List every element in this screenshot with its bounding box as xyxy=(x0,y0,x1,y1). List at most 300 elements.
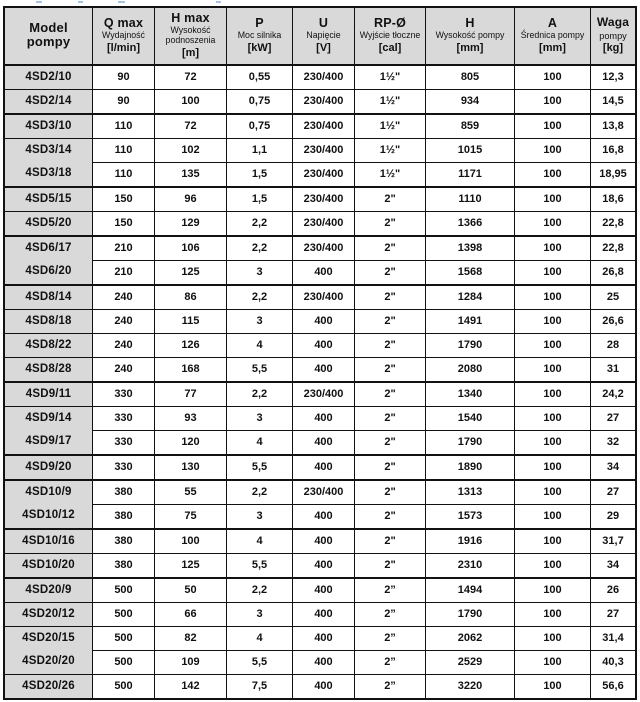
cell-waga: 26,6 xyxy=(590,309,635,333)
cell-p: 5,5 xyxy=(226,357,292,381)
table-row xyxy=(5,479,635,504)
cell-model: 4SD8/14 xyxy=(5,284,92,309)
cell-hmax: 72 xyxy=(154,113,226,138)
cell-rp: 2" xyxy=(354,333,425,357)
column-unit: [m] xyxy=(181,46,200,59)
cell-hmax: 75 xyxy=(154,504,226,528)
cell-u: 400 xyxy=(292,333,354,357)
cell-a: 100 xyxy=(514,553,590,577)
table-row xyxy=(5,113,635,138)
cell-waga: 40,3 xyxy=(590,650,635,674)
cell-p: 4 xyxy=(226,626,292,650)
cell-model: 4SD20/12 xyxy=(5,602,92,626)
cell-h: 1573 xyxy=(425,504,514,528)
cell-h: 859 xyxy=(425,113,514,138)
header-row xyxy=(5,8,635,66)
cell-u: 230/400 xyxy=(292,138,354,162)
cell-a: 100 xyxy=(514,454,590,479)
cell-hmax: 86 xyxy=(154,284,226,309)
cell-u: 400 xyxy=(292,528,354,553)
clipped-text-artifact xyxy=(36,1,42,3)
cell-a: 100 xyxy=(514,89,590,113)
cell-u: 230/400 xyxy=(292,479,354,504)
cell-qmax: 380 xyxy=(92,553,154,577)
cell-h: 1398 xyxy=(425,235,514,260)
cell-waga: 34 xyxy=(590,454,635,479)
cell-waga: 14,5 xyxy=(590,89,635,113)
cell-model: 4SD8/22 xyxy=(5,333,92,357)
cell-u: 400 xyxy=(292,553,354,577)
cell-hmax: 50 xyxy=(154,577,226,602)
column-unit: [V] xyxy=(316,41,331,54)
cell-h: 1171 xyxy=(425,162,514,186)
table-row xyxy=(5,211,635,235)
cell-hmax: 96 xyxy=(154,186,226,211)
cell-rp: 2" xyxy=(354,528,425,553)
cell-hmax: 100 xyxy=(154,528,226,553)
cell-rp: 2” xyxy=(354,577,425,602)
cell-waga: 31,7 xyxy=(590,528,635,553)
table-row xyxy=(5,602,635,626)
cell-a: 100 xyxy=(514,66,590,89)
cell-h: 2529 xyxy=(425,650,514,674)
cell-a: 100 xyxy=(514,333,590,357)
cell-p: 3 xyxy=(226,406,292,430)
cell-u: 230/400 xyxy=(292,284,354,309)
cell-rp: 2" xyxy=(354,454,425,479)
cell-hmax: 125 xyxy=(154,260,226,284)
table-row xyxy=(5,186,635,211)
column-header-model xyxy=(5,8,92,66)
column-title: U xyxy=(318,15,329,30)
cell-rp: 2" xyxy=(354,309,425,333)
cell-p: 4 xyxy=(226,528,292,553)
cell-waga: 18,6 xyxy=(590,186,635,211)
clipped-text-artifact xyxy=(78,1,83,3)
cell-u: 230/400 xyxy=(292,211,354,235)
cell-model: 4SD2/14 xyxy=(5,89,92,113)
cell-model: 4SD6/20 xyxy=(5,260,92,284)
cell-qmax: 240 xyxy=(92,357,154,381)
cell-model: 4SD8/18 xyxy=(5,309,92,333)
cell-qmax: 500 xyxy=(92,626,154,650)
cell-h: 1313 xyxy=(425,479,514,504)
cell-h: 2310 xyxy=(425,553,514,577)
cell-u: 400 xyxy=(292,454,354,479)
cell-model: 4SD20/15 xyxy=(5,626,92,650)
column-header-u xyxy=(292,8,354,66)
cell-a: 100 xyxy=(514,674,590,698)
cell-hmax: 126 xyxy=(154,333,226,357)
clipped-text-artifact xyxy=(216,1,221,3)
cell-hmax: 106 xyxy=(154,235,226,260)
cell-rp: 2" xyxy=(354,260,425,284)
table-row xyxy=(5,235,635,260)
cell-h: 1491 xyxy=(425,309,514,333)
cell-rp: 2" xyxy=(354,186,425,211)
cell-model: 4SD10/16 xyxy=(5,528,92,553)
cell-model: 4SD9/14 xyxy=(5,406,92,430)
cell-qmax: 380 xyxy=(92,479,154,504)
cell-a: 100 xyxy=(514,626,590,650)
cell-h: 1890 xyxy=(425,454,514,479)
pump-spec-table-wrapper xyxy=(3,6,637,700)
cell-rp: 1½" xyxy=(354,89,425,113)
cell-hmax: 130 xyxy=(154,454,226,479)
column-unit: [kg] xyxy=(602,41,624,54)
column-header-h xyxy=(425,8,514,66)
cell-qmax: 240 xyxy=(92,309,154,333)
cell-u: 230/400 xyxy=(292,113,354,138)
cell-p: 1,5 xyxy=(226,162,292,186)
cell-h: 1284 xyxy=(425,284,514,309)
cell-qmax: 150 xyxy=(92,211,154,235)
cell-p: 3 xyxy=(226,504,292,528)
cell-hmax: 109 xyxy=(154,650,226,674)
cell-waga: 27 xyxy=(590,406,635,430)
cell-h: 934 xyxy=(425,89,514,113)
cell-hmax: 66 xyxy=(154,602,226,626)
column-header-p xyxy=(226,8,292,66)
cell-qmax: 500 xyxy=(92,577,154,602)
table-row xyxy=(5,357,635,381)
cell-u: 230/400 xyxy=(292,162,354,186)
column-title: Waga xyxy=(596,14,630,29)
cell-waga: 27 xyxy=(590,602,635,626)
cell-qmax: 330 xyxy=(92,454,154,479)
cell-u: 400 xyxy=(292,406,354,430)
cell-model: 4SD10/20 xyxy=(5,553,92,577)
cell-waga: 16,8 xyxy=(590,138,635,162)
cell-hmax: 55 xyxy=(154,479,226,504)
cell-qmax: 210 xyxy=(92,260,154,284)
table-row xyxy=(5,333,635,357)
cell-u: 400 xyxy=(292,357,354,381)
table-row xyxy=(5,406,635,430)
cell-p: 2,2 xyxy=(226,235,292,260)
table-row xyxy=(5,89,635,113)
cell-rp: 2” xyxy=(354,674,425,698)
cell-qmax: 380 xyxy=(92,504,154,528)
cell-a: 100 xyxy=(514,186,590,211)
cell-rp: 2" xyxy=(354,406,425,430)
cell-a: 100 xyxy=(514,113,590,138)
cell-model: 4SD8/28 xyxy=(5,357,92,381)
cell-rp: 1½" xyxy=(354,162,425,186)
table-row xyxy=(5,138,635,162)
cell-qmax: 110 xyxy=(92,113,154,138)
cell-waga: 22,8 xyxy=(590,235,635,260)
cell-model: 4SD20/20 xyxy=(5,650,92,674)
cell-a: 100 xyxy=(514,602,590,626)
column-title: H xyxy=(465,15,475,30)
cell-waga: 34 xyxy=(590,553,635,577)
cell-rp: 2" xyxy=(354,235,425,260)
cell-hmax: 100 xyxy=(154,89,226,113)
column-subtitle: Wysokość pompy xyxy=(435,30,505,41)
table-row xyxy=(5,650,635,674)
cell-waga: 31 xyxy=(590,357,635,381)
cell-h: 1790 xyxy=(425,430,514,454)
column-unit: [mm] xyxy=(456,41,484,54)
pump-spec-table xyxy=(3,6,637,700)
cell-model: 4SD2/10 xyxy=(5,66,92,89)
cell-qmax: 210 xyxy=(92,235,154,260)
cell-p: 3 xyxy=(226,309,292,333)
cell-waga: 31,4 xyxy=(590,626,635,650)
table-row xyxy=(5,577,635,602)
cell-h: 1366 xyxy=(425,211,514,235)
column-title: RP-Ø xyxy=(373,15,407,30)
cell-a: 100 xyxy=(514,381,590,406)
column-header-qmax xyxy=(92,8,154,66)
cell-rp: 1½" xyxy=(354,113,425,138)
cell-qmax: 110 xyxy=(92,138,154,162)
cell-p: 4 xyxy=(226,333,292,357)
cell-qmax: 110 xyxy=(92,162,154,186)
cell-p: 5,5 xyxy=(226,553,292,577)
cell-h: 1340 xyxy=(425,381,514,406)
cell-rp: 2" xyxy=(354,430,425,454)
cell-qmax: 240 xyxy=(92,284,154,309)
cell-p: 0,75 xyxy=(226,113,292,138)
cell-qmax: 90 xyxy=(92,89,154,113)
cell-u: 230/400 xyxy=(292,66,354,89)
cell-a: 100 xyxy=(514,479,590,504)
cell-waga: 22,8 xyxy=(590,211,635,235)
column-title: Q max xyxy=(103,15,144,30)
column-header-hmax xyxy=(154,8,226,66)
cell-qmax: 150 xyxy=(92,186,154,211)
cell-u: 400 xyxy=(292,602,354,626)
column-unit: [l/min] xyxy=(107,41,140,54)
cell-a: 100 xyxy=(514,284,590,309)
cell-hmax: 135 xyxy=(154,162,226,186)
cell-hmax: 72 xyxy=(154,66,226,89)
cell-p: 7,5 xyxy=(226,674,292,698)
column-title: P xyxy=(255,15,264,30)
cell-waga: 12,3 xyxy=(590,66,635,89)
table-row xyxy=(5,309,635,333)
column-subtitle: Średnica pompy xyxy=(520,30,585,41)
table-row xyxy=(5,284,635,309)
cell-a: 100 xyxy=(514,430,590,454)
table-row xyxy=(5,430,635,454)
cell-u: 400 xyxy=(292,626,354,650)
column-title: Model pompy xyxy=(26,19,71,50)
cell-waga: 18,95 xyxy=(590,162,635,186)
cell-qmax: 330 xyxy=(92,430,154,454)
cell-h: 2080 xyxy=(425,357,514,381)
cell-u: 400 xyxy=(292,260,354,284)
cell-qmax: 500 xyxy=(92,674,154,698)
cell-p: 2,2 xyxy=(226,479,292,504)
cell-h: 1790 xyxy=(425,602,514,626)
cell-waga: 28 xyxy=(590,333,635,357)
cell-h: 1015 xyxy=(425,138,514,162)
cell-h: 1110 xyxy=(425,186,514,211)
table-row xyxy=(5,66,635,89)
cell-waga: 32 xyxy=(590,430,635,454)
cell-u: 230/400 xyxy=(292,89,354,113)
cell-rp: 2" xyxy=(354,504,425,528)
cell-qmax: 380 xyxy=(92,528,154,553)
clipped-text-artifact xyxy=(0,0,640,5)
cell-rp: 2” xyxy=(354,650,425,674)
cell-waga: 27 xyxy=(590,479,635,504)
cell-h: 805 xyxy=(425,66,514,89)
cell-u: 230/400 xyxy=(292,235,354,260)
column-header-rp xyxy=(354,8,425,66)
cell-p: 2,2 xyxy=(226,211,292,235)
cell-waga: 56,6 xyxy=(590,674,635,698)
column-subtitle: Napięcie xyxy=(306,30,341,41)
cell-h: 1494 xyxy=(425,577,514,602)
cell-model: 4SD20/9 xyxy=(5,577,92,602)
cell-hmax: 115 xyxy=(154,309,226,333)
cell-p: 2,2 xyxy=(226,577,292,602)
table-row xyxy=(5,454,635,479)
cell-rp: 2" xyxy=(354,553,425,577)
cell-waga: 26,8 xyxy=(590,260,635,284)
cell-u: 400 xyxy=(292,650,354,674)
cell-p: 5,5 xyxy=(226,454,292,479)
cell-rp: 2" xyxy=(354,381,425,406)
table-row xyxy=(5,381,635,406)
cell-rp: 2" xyxy=(354,357,425,381)
cell-h: 2062 xyxy=(425,626,514,650)
cell-a: 100 xyxy=(514,260,590,284)
cell-qmax: 240 xyxy=(92,333,154,357)
cell-rp: 2" xyxy=(354,479,425,504)
cell-hmax: 82 xyxy=(154,626,226,650)
column-unit: [mm] xyxy=(539,41,566,54)
column-unit: [cal] xyxy=(378,41,402,54)
cell-h: 1540 xyxy=(425,406,514,430)
cell-waga: 26 xyxy=(590,577,635,602)
cell-qmax: 500 xyxy=(92,602,154,626)
cell-p: 1,5 xyxy=(226,186,292,211)
cell-model: 4SD3/10 xyxy=(5,113,92,138)
column-subtitle: Wysokość podnoszenia xyxy=(165,25,216,46)
cell-rp: 2” xyxy=(354,602,425,626)
cell-rp: 1½" xyxy=(354,138,425,162)
cell-a: 100 xyxy=(514,235,590,260)
table-header xyxy=(5,8,635,66)
cell-waga: 24,2 xyxy=(590,381,635,406)
column-title: H max xyxy=(171,11,210,25)
cell-p: 2,2 xyxy=(226,284,292,309)
cell-waga: 13,8 xyxy=(590,113,635,138)
table-row xyxy=(5,528,635,553)
table-row xyxy=(5,162,635,186)
cell-model: 4SD6/17 xyxy=(5,235,92,260)
cell-u: 400 xyxy=(292,309,354,333)
clipped-text-artifact xyxy=(118,1,125,3)
cell-hmax: 125 xyxy=(154,553,226,577)
cell-rp: 1½" xyxy=(354,66,425,89)
cell-a: 100 xyxy=(514,650,590,674)
cell-model: 4SD9/11 xyxy=(5,381,92,406)
cell-a: 100 xyxy=(514,528,590,553)
cell-p: 4 xyxy=(226,430,292,454)
cell-p: 3 xyxy=(226,602,292,626)
cell-model: 4SD3/18 xyxy=(5,162,92,186)
cell-model: 4SD9/17 xyxy=(5,430,92,454)
cell-hmax: 77 xyxy=(154,381,226,406)
cell-a: 100 xyxy=(514,357,590,381)
cell-p: 0,55 xyxy=(226,66,292,89)
cell-hmax: 93 xyxy=(154,406,226,430)
table-row xyxy=(5,553,635,577)
table-row xyxy=(5,504,635,528)
cell-p: 5,5 xyxy=(226,650,292,674)
cell-u: 400 xyxy=(292,504,354,528)
cell-model: 4SD5/20 xyxy=(5,211,92,235)
cell-h: 1790 xyxy=(425,333,514,357)
cell-u: 400 xyxy=(292,674,354,698)
cell-p: 3 xyxy=(226,260,292,284)
column-subtitle: Moc silnika xyxy=(237,30,282,41)
cell-hmax: 129 xyxy=(154,211,226,235)
cell-model: 4SD10/9 xyxy=(5,479,92,504)
cell-model: 4SD3/14 xyxy=(5,138,92,162)
cell-h: 1916 xyxy=(425,528,514,553)
table-row xyxy=(5,674,635,698)
cell-p: 2,2 xyxy=(226,381,292,406)
cell-a: 100 xyxy=(514,309,590,333)
cell-h: 3220 xyxy=(425,674,514,698)
cell-hmax: 168 xyxy=(154,357,226,381)
cell-u: 400 xyxy=(292,577,354,602)
cell-a: 100 xyxy=(514,211,590,235)
cell-model: 4SD5/15 xyxy=(5,186,92,211)
cell-qmax: 500 xyxy=(92,650,154,674)
cell-a: 100 xyxy=(514,504,590,528)
table-body xyxy=(5,66,635,698)
cell-qmax: 90 xyxy=(92,66,154,89)
cell-qmax: 330 xyxy=(92,381,154,406)
cell-a: 100 xyxy=(514,406,590,430)
column-title: A xyxy=(547,15,558,30)
cell-u: 230/400 xyxy=(292,186,354,211)
cell-model: 4SD9/20 xyxy=(5,454,92,479)
cell-p: 0,75 xyxy=(226,89,292,113)
table-row xyxy=(5,260,635,284)
cell-p: 1,1 xyxy=(226,138,292,162)
cell-hmax: 120 xyxy=(154,430,226,454)
cell-rp: 2” xyxy=(354,626,425,650)
column-subtitle: pompy xyxy=(599,30,627,41)
cell-hmax: 142 xyxy=(154,674,226,698)
cell-a: 100 xyxy=(514,162,590,186)
table-row xyxy=(5,626,635,650)
cell-model: 4SD20/26 xyxy=(5,674,92,698)
column-unit: [kW] xyxy=(247,41,272,54)
column-subtitle: Wydajność xyxy=(102,30,145,41)
column-subtitle: Wyjście tłoczne xyxy=(359,30,421,41)
cell-qmax: 330 xyxy=(92,406,154,430)
cell-h: 1568 xyxy=(425,260,514,284)
cell-model: 4SD10/12 xyxy=(5,504,92,528)
cell-waga: 29 xyxy=(590,504,635,528)
cell-u: 400 xyxy=(292,430,354,454)
cell-rp: 2" xyxy=(354,284,425,309)
column-header-a xyxy=(514,8,590,66)
cell-u: 230/400 xyxy=(292,381,354,406)
cell-a: 100 xyxy=(514,138,590,162)
column-header-waga xyxy=(590,8,635,66)
